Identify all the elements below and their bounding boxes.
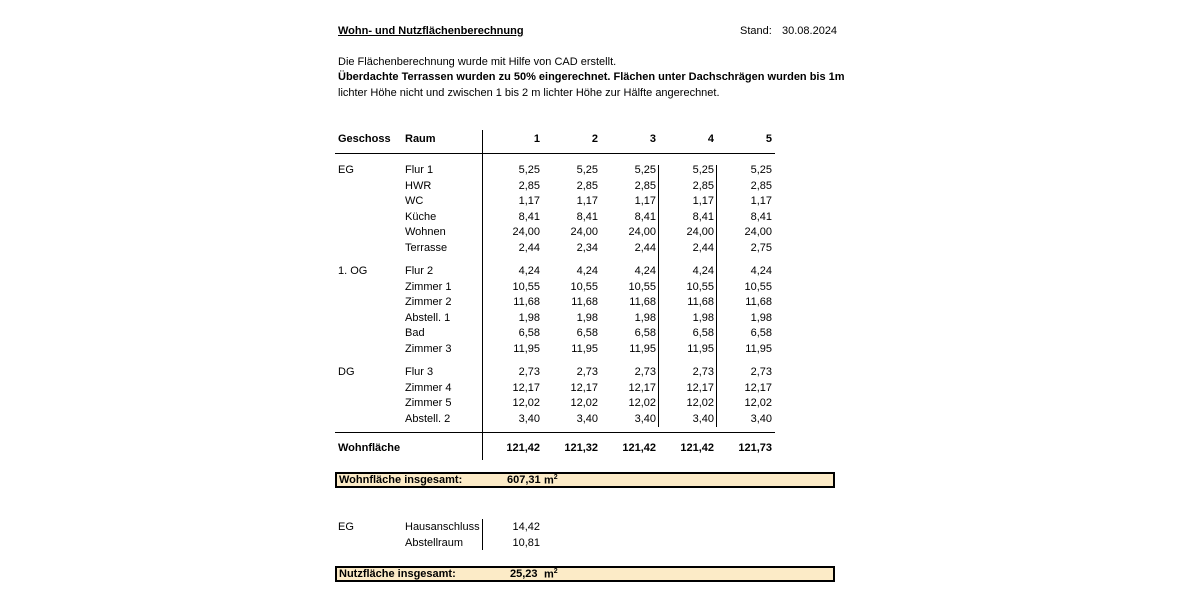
area-value: 2,85 [750, 179, 772, 192]
area-value: 2,34 [576, 241, 598, 254]
area-value: 6,58 [634, 327, 656, 339]
area-value: 2,75 [750, 241, 772, 254]
area-value: 2,85 [634, 179, 656, 192]
area-value: 11,95 [571, 342, 598, 355]
floor-cell: DG [338, 366, 355, 378]
col-header-raum: Raum [405, 133, 436, 145]
area-value: 11,95 [629, 342, 656, 355]
area-value: 24,00 [744, 226, 772, 238]
nutz-value: 10,81 [512, 537, 540, 549]
total-value: 121,73 [738, 442, 772, 454]
unit-m: m [544, 568, 554, 581]
area-value: 2,73 [750, 366, 772, 378]
area-value: 8,41 [634, 210, 656, 223]
room-cell: Flur 3 [405, 366, 434, 378]
area-value: 5,25 [518, 164, 540, 176]
area-value: 1,98 [576, 311, 598, 324]
total-rule [335, 432, 775, 433]
wohnflaeche-sum-box [335, 472, 835, 488]
nutzflaeche-sum-label: Nutzfläche insgesamt: [339, 568, 456, 580]
area-value: 11,95 [513, 342, 540, 355]
area-value: 12,17 [686, 381, 714, 394]
area-value: 1,17 [634, 195, 656, 207]
nutzflaeche-sum-box [335, 566, 835, 582]
area-value: 2,44 [634, 241, 656, 254]
area-value: 11,68 [513, 296, 540, 308]
area-value: 6,58 [750, 327, 772, 339]
area-value: 5,25 [692, 164, 714, 176]
area-value: 2,85 [518, 179, 540, 192]
unit-header: 1 [533, 133, 540, 145]
area-value: 2,73 [576, 366, 598, 378]
unit-m: m [544, 474, 554, 487]
area-value: 4,24 [576, 265, 598, 277]
area-value: 5,25 [634, 164, 656, 176]
area-value: 12,02 [570, 397, 598, 409]
area-value: 4,24 [634, 265, 656, 277]
total-value: 121,42 [622, 442, 656, 454]
area-value: 2,85 [576, 179, 598, 192]
area-value: 4,24 [750, 265, 772, 277]
room-cell: Terrasse [405, 241, 448, 254]
intro-line-2: Überdachte Terrassen wurden zu 50% eingerechnet. Flächen unter Dachschrägen wurden bis 1m [338, 71, 845, 83]
wohnflaeche-sum-label: Wohnfläche insgesamt: [339, 474, 463, 486]
area-value: 12,02 [628, 397, 656, 409]
nutz-room: Hausanschluss [405, 521, 480, 533]
room-cell: Wohnen [405, 226, 446, 238]
room-cell: WC [405, 195, 424, 207]
unit-header: 2 [591, 133, 598, 145]
wohnflaeche-sum-unit [544, 474, 558, 487]
area-value: 3,40 [634, 412, 656, 425]
area-value: 2,73 [634, 366, 656, 378]
room-cell: Abstell. 2 [405, 412, 451, 425]
area-value: 24,00 [628, 226, 656, 238]
area-value: 1,98 [692, 311, 714, 324]
area-value: 1,17 [576, 195, 598, 207]
room-cell: Zimmer 2 [405, 296, 452, 308]
area-value: 8,41 [692, 210, 714, 223]
area-value: 24,00 [512, 226, 540, 238]
room-cell: Zimmer 3 [405, 342, 452, 355]
area-value: 12,02 [744, 397, 772, 409]
room-cell: Zimmer 1 [405, 280, 452, 293]
floor-cell: EG [338, 164, 354, 176]
area-value: 6,58 [576, 327, 598, 339]
unit-superscript: 2 [553, 474, 558, 481]
area-value: 24,00 [686, 226, 714, 238]
area-value: 1,17 [692, 195, 714, 207]
unit-header: 4 [707, 133, 714, 145]
room-cell: Flur 2 [405, 265, 434, 277]
area-value: 5,25 [576, 164, 598, 176]
nutz-value: 14,42 [512, 521, 540, 533]
area-value: 12,17 [570, 381, 598, 394]
room-cell: Flur 1 [405, 164, 434, 176]
area-value: 3,40 [692, 412, 714, 425]
area-value: 1,98 [518, 311, 540, 324]
area-value: 12,17 [628, 381, 656, 394]
area-value: 5,25 [750, 164, 772, 176]
area-value: 6,58 [518, 327, 540, 339]
room-cell: Abstell. 1 [405, 311, 451, 324]
area-value: 2,73 [518, 366, 540, 378]
area-value: 4,24 [692, 265, 714, 277]
area-value: 8,41 [750, 210, 772, 223]
area-value: 12,17 [512, 381, 540, 394]
stand-label: Stand: [740, 25, 772, 37]
area-value: 8,41 [518, 210, 540, 223]
room-cell: Zimmer 5 [405, 397, 452, 409]
area-value: 12,17 [744, 381, 772, 394]
area-value: 12,02 [686, 397, 714, 409]
total-value: 121,42 [506, 442, 540, 454]
area-value: 2,85 [692, 179, 714, 192]
intro-line-1: Die Flächenberechnung wurde mit Hilfe von CAD erstellt. [338, 56, 617, 68]
area-value: 2,44 [518, 241, 540, 254]
header-rule [335, 153, 775, 154]
room-cell: HWR [405, 179, 432, 192]
floor-cell: 1. OG [338, 265, 368, 277]
room-cell: Küche [405, 210, 437, 223]
area-value: 11,68 [571, 296, 598, 308]
unit-header: 3 [649, 133, 656, 145]
total-value: 121,32 [564, 442, 598, 454]
area-value: 11,68 [687, 296, 714, 308]
area-value: 10,55 [628, 280, 656, 293]
area-value: 11,95 [745, 342, 772, 355]
area-value: 3,40 [576, 412, 598, 425]
area-value: 1,17 [750, 195, 772, 207]
nutz-floor: EG [338, 521, 354, 533]
area-value: 3,40 [750, 412, 772, 425]
room-cell: Bad [405, 327, 425, 339]
area-value: 1,98 [750, 311, 772, 324]
wohnflaeche-sum-value: 607,31 [507, 474, 541, 486]
nutzflaeche-sum-value: 25,23 [510, 568, 538, 580]
area-value: 2,73 [692, 366, 714, 378]
nutzflaeche-sum-unit [544, 568, 558, 581]
unit-header: 5 [765, 133, 772, 145]
area-value: 1,17 [518, 195, 540, 207]
area-value: 10,55 [686, 280, 714, 293]
document-title: Wohn- und Nutzflächenberechnung [338, 25, 524, 37]
col-header-geschoss: Geschoss [338, 133, 391, 145]
area-value: 11,68 [745, 296, 772, 308]
room-cell: Zimmer 4 [405, 381, 452, 394]
area-value: 11,68 [629, 296, 656, 308]
total-label: Wohnfläche [338, 442, 401, 454]
intro-line-3: lichter Höhe nicht und zwischen 1 bis 2 m lichter Höhe zur Hälfte angerechnet. [338, 87, 720, 99]
area-value: 24,00 [570, 226, 598, 238]
area-value: 6,58 [692, 327, 714, 339]
area-value: 11,95 [687, 342, 714, 355]
area-value: 8,41 [576, 210, 598, 223]
nutz-room: Abstellraum [405, 537, 464, 549]
area-value: 2,44 [692, 241, 714, 254]
unit-superscript: 2 [553, 568, 558, 575]
stand-date: 30.08.2024 [782, 25, 838, 37]
total-value: 121,42 [680, 442, 714, 454]
area-value: 10,55 [570, 280, 598, 293]
area-value: 1,98 [634, 311, 656, 324]
area-value: 10,55 [512, 280, 540, 293]
area-value: 10,55 [744, 280, 772, 293]
area-value: 12,02 [512, 397, 540, 409]
area-value: 3,40 [518, 412, 540, 425]
area-value: 4,24 [518, 265, 540, 277]
